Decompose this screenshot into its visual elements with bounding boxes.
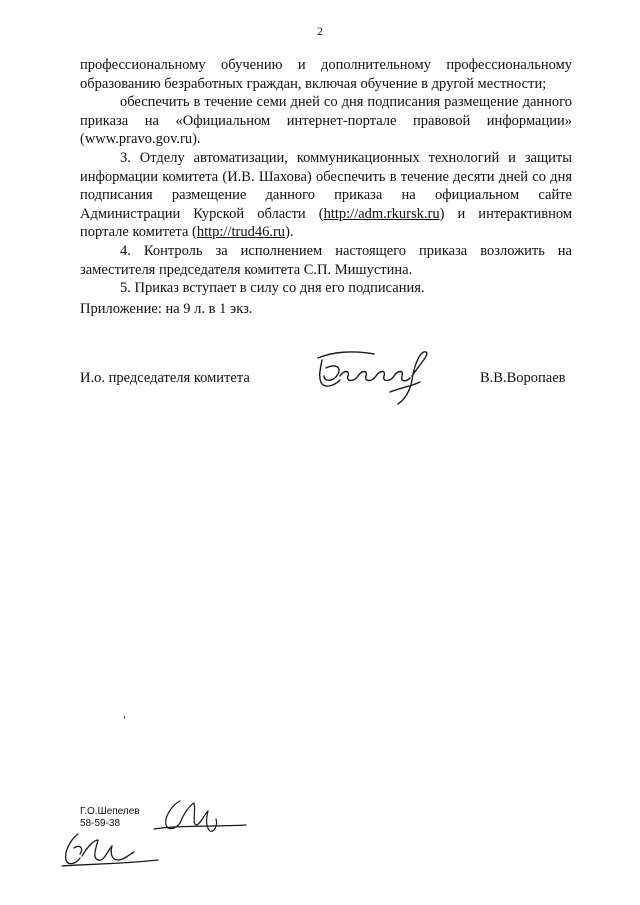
paragraph-publication: обеспечить в течение семи дней со дня подписания размещение данного приказа на «Официальном интернет-портале правовой информации» (www.pravo.gov.ru). (80, 94, 572, 148)
paragraph-item-3-text-end: ). (285, 224, 294, 241)
paragraph-item-3 (80, 149, 572, 242)
paragraph-item-5: 5. Приказ вступает в силу со дня его подписания. (120, 280, 425, 297)
handwritten-signature-main (312, 346, 442, 410)
signatory-name: В.В.Воропаев (480, 370, 566, 386)
handwritten-signature-executor (150, 795, 250, 845)
document-body (80, 56, 572, 298)
appendix-note: Приложение: на 9 л. в 1 экз. (80, 301, 253, 317)
signatory-title: И.о. председателя комитета (80, 370, 250, 386)
executor-name: Г.О.Шепелев (80, 806, 140, 817)
link-trud46[interactable]: http://trud46.ru (196, 224, 286, 241)
executor-phone: 58-59-38 (80, 818, 121, 829)
paragraph-item-4: 4. Контроль за исполнением настоящего приказа возложить на заместителя председателя комитета С.П. Мишустина. (80, 242, 572, 278)
paragraph-continuation: профессиональному обучению и дополнительному профессиональному образованию безработных граждан, включая обучение в другой местности; (80, 57, 572, 92)
link-adm-rkursk[interactable]: http://adm.rkursk.ru (323, 205, 440, 222)
margin-mark (124, 716, 125, 719)
paragraph-item-3-text-start: 3. Отделу автоматизации, коммуникационных технологий и защиты информации комитета (И.В. Шахова) обеспечить в течение десяти дней со дня подписания размещение данного приказа на официальном сайте Администрации Курской области ( (80, 149, 572, 222)
handwritten-initials-corner (60, 826, 160, 876)
paragraph-item-3-text-middle: ) и интерактивном портале комитета ( (80, 205, 572, 241)
page-number: 2 (317, 24, 323, 38)
